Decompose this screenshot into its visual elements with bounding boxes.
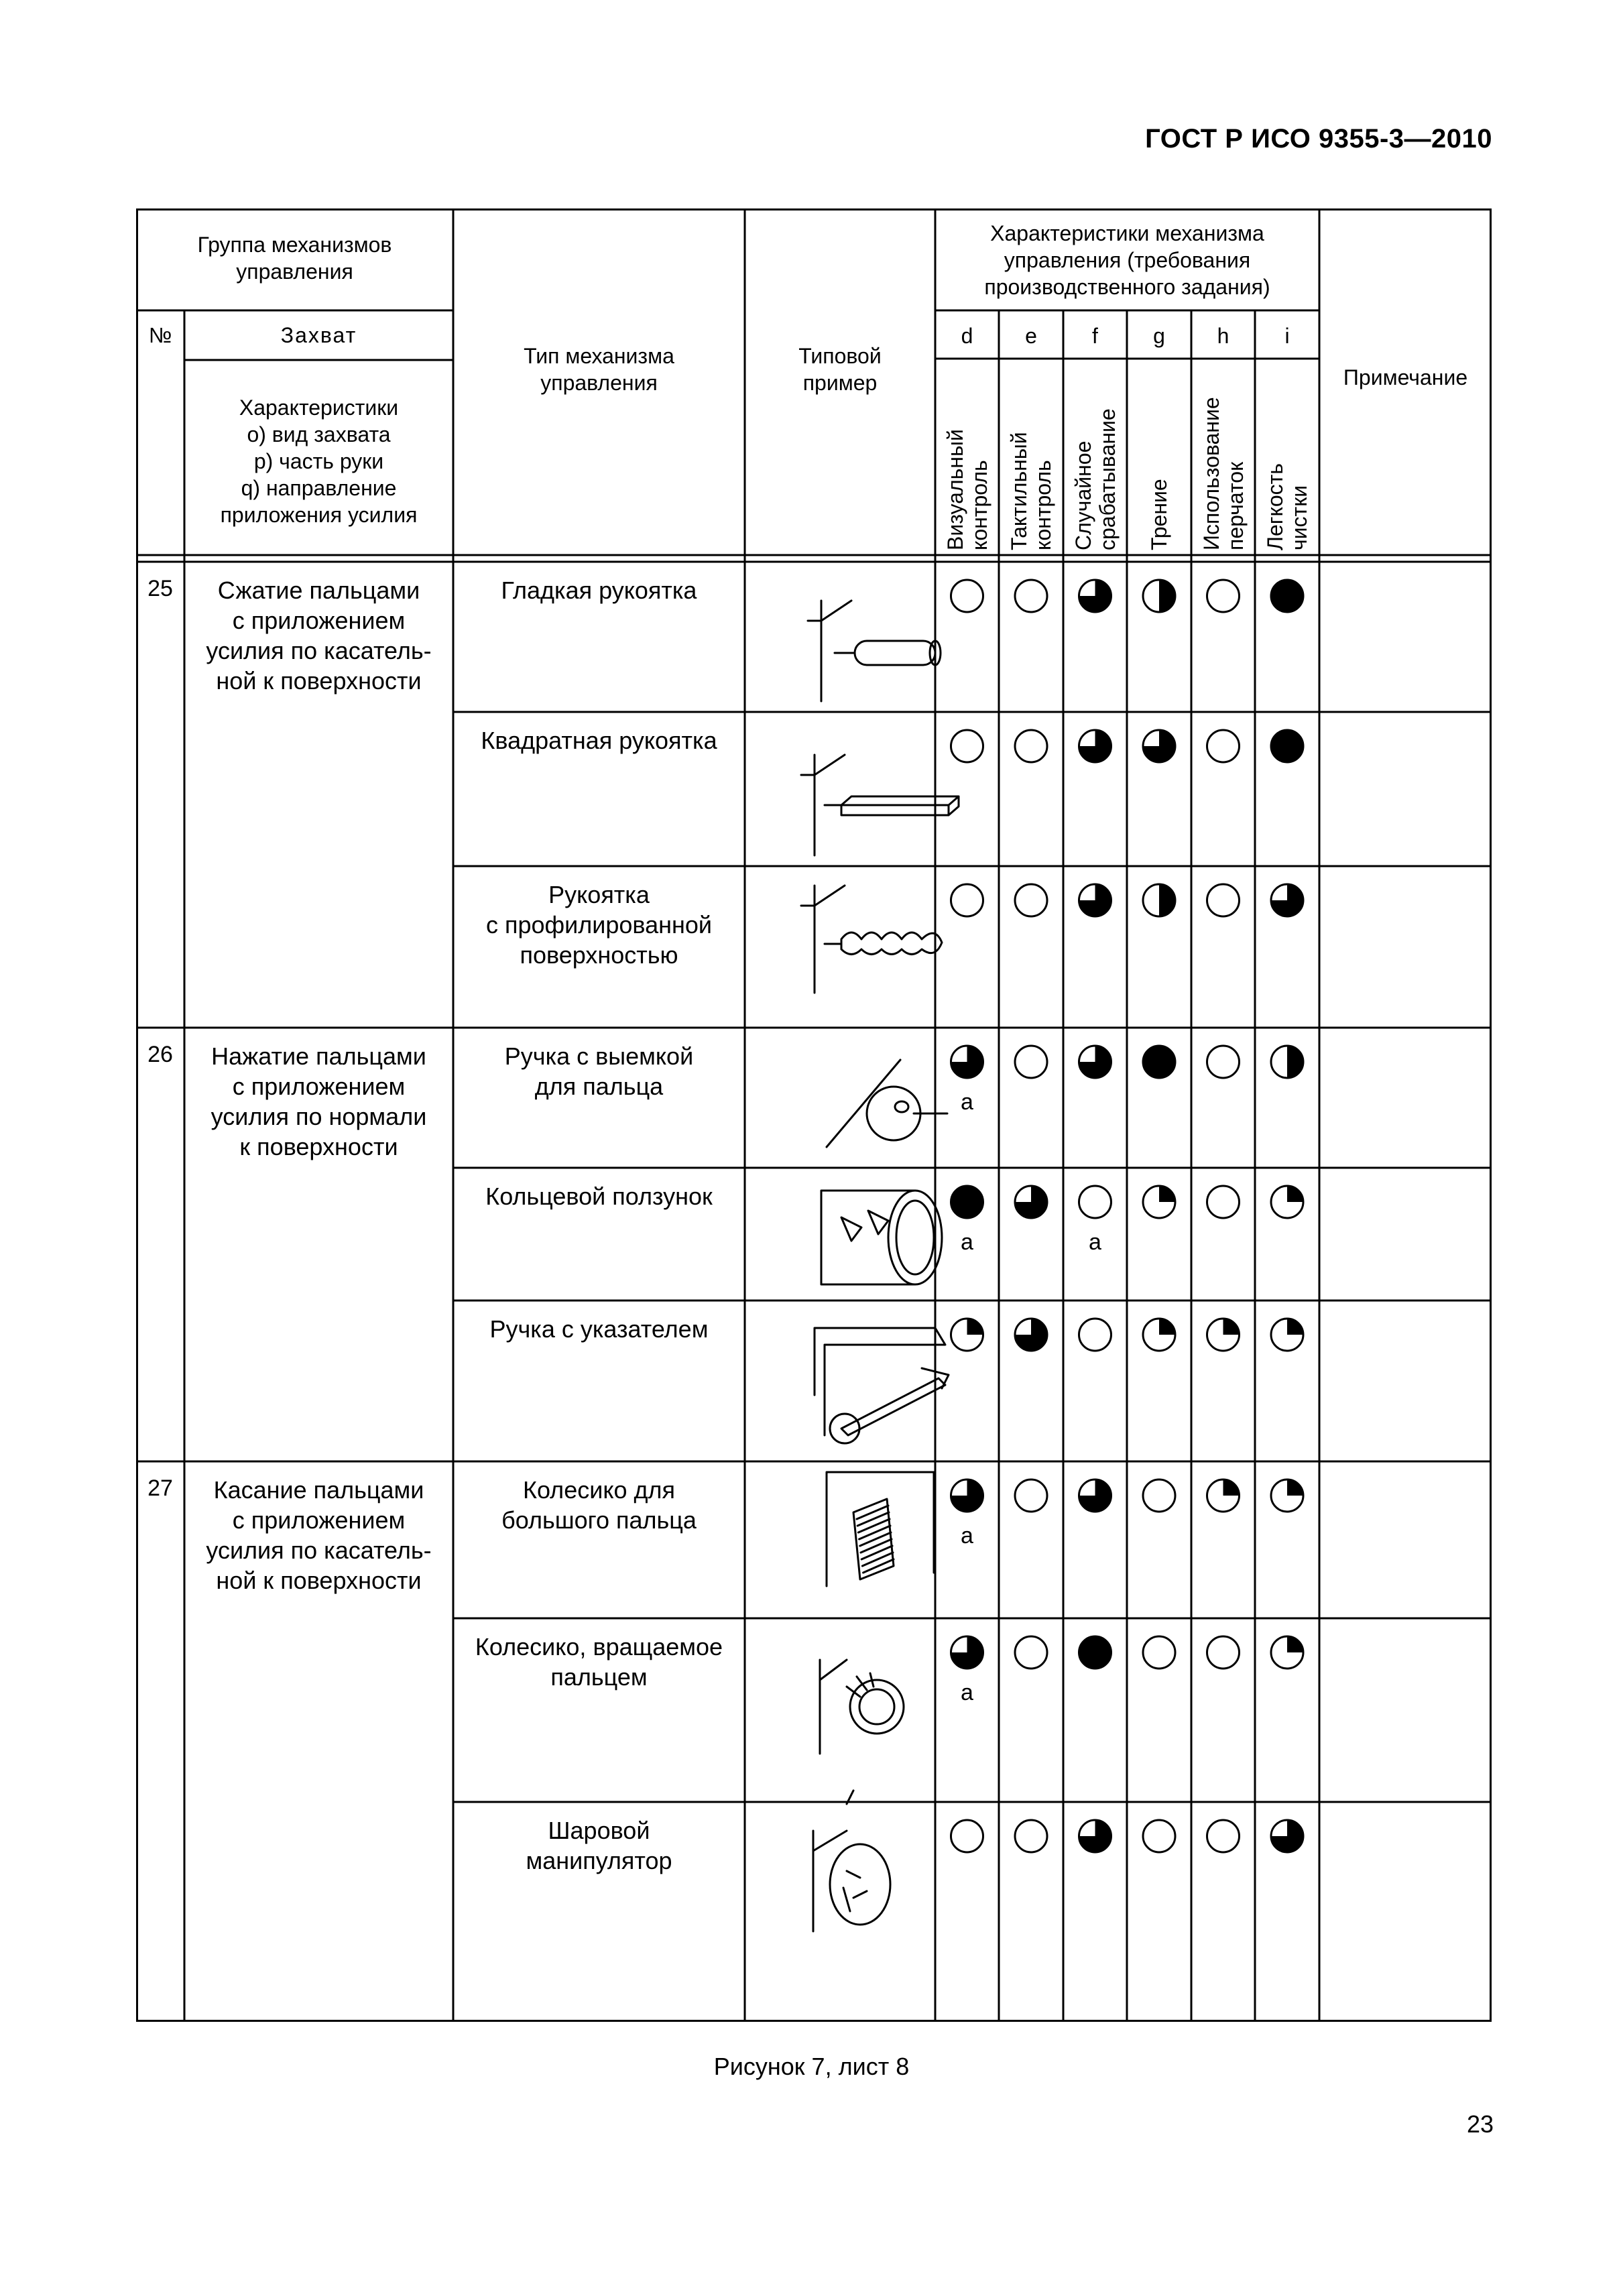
finger-wheel-icon (820, 1660, 904, 1754)
grip-header: Захват (280, 323, 357, 347)
doc-code: ГОСТ Р ИСО 9355-3—2010 (1145, 124, 1492, 154)
example-icons (136, 208, 1492, 2022)
profiled-handle-icon (801, 886, 942, 993)
criteria-label: Трение (1147, 479, 1171, 550)
control-type: Кольцевой ползунок (485, 1183, 713, 1210)
criteria-letter-d: d (961, 324, 973, 348)
control-type: Колесико для большого пальца (501, 1476, 697, 1534)
control-type: Шаровой манипулятор (526, 1817, 672, 1874)
group-number: 25 (147, 576, 173, 601)
note-header: Примечание (1343, 365, 1468, 389)
note-marker: a (961, 1229, 973, 1255)
ring-slider-icon (821, 1191, 942, 1284)
requirements-table (136, 208, 1492, 2022)
criteria-label: Визуальный контроль (943, 429, 991, 550)
group-grip-description: Касание пальцами с приложением усилия по касатель- ной к поверхности (206, 1476, 432, 1594)
control-type: Колесико, вращаемое пальцем (475, 1633, 723, 1691)
group-grip-description: Нажатие пальцами с приложением усилия по нормали к поверхности (211, 1042, 427, 1160)
thumb-wheel-icon (827, 1472, 934, 1586)
square-handle-icon (801, 755, 959, 855)
figure-caption: Рисунок 7, лист 8 (713, 2053, 910, 2080)
note-marker: a (961, 1680, 973, 1705)
criteria-letter-g: g (1153, 324, 1165, 348)
example-header: Типовой пример (798, 344, 882, 395)
page-number: 23 (1466, 2110, 1494, 2138)
trackball-icon (813, 1791, 890, 1931)
note-marker: a (961, 1523, 973, 1549)
group-grip-description: Сжатие пальцами с приложением усилия по касатель- ной к поверхности (206, 577, 432, 694)
note-marker: a (961, 1089, 973, 1115)
note-marker: a (1089, 1229, 1101, 1255)
control-type-header: Тип механизма управления (524, 344, 674, 395)
finger-recess-knob-icon (827, 1060, 947, 1147)
criteria-label: Использование перчаток (1199, 397, 1248, 550)
group-number: 26 (147, 1042, 173, 1067)
group-number: 27 (147, 1475, 173, 1501)
criteria-label: Тактильный контроль (1007, 432, 1055, 550)
mechanism-characteristics-header: Характеристики механизма управления (требования производственного задания) (984, 221, 1270, 299)
characteristics-header: Характеристики o) вид захвата p) часть руки q) направление приложения усилия (220, 396, 418, 527)
pointer-knob-icon (815, 1328, 949, 1443)
criteria-letter-f: f (1092, 324, 1098, 348)
criteria-letter-e: e (1025, 324, 1037, 348)
control-type: Ручка с выемкой для пальца (504, 1042, 694, 1100)
control-type: Гладкая рукоятка (501, 577, 697, 604)
smooth-handle-icon (808, 601, 941, 701)
group-header: Группа механизмов управления (197, 233, 392, 284)
control-type: Рукоятка с профилированной поверхностью (485, 881, 713, 969)
criteria-letter-i: i (1284, 324, 1290, 348)
criteria-label: Легкость чистки (1263, 463, 1311, 550)
criteria-letter-h: h (1217, 324, 1229, 348)
number-header: № (148, 323, 172, 347)
control-type: Ручка с указателем (489, 1315, 709, 1343)
criteria-label: Случайное срабатывание (1071, 408, 1120, 550)
control-type: Квадратная рукоятка (481, 727, 717, 754)
